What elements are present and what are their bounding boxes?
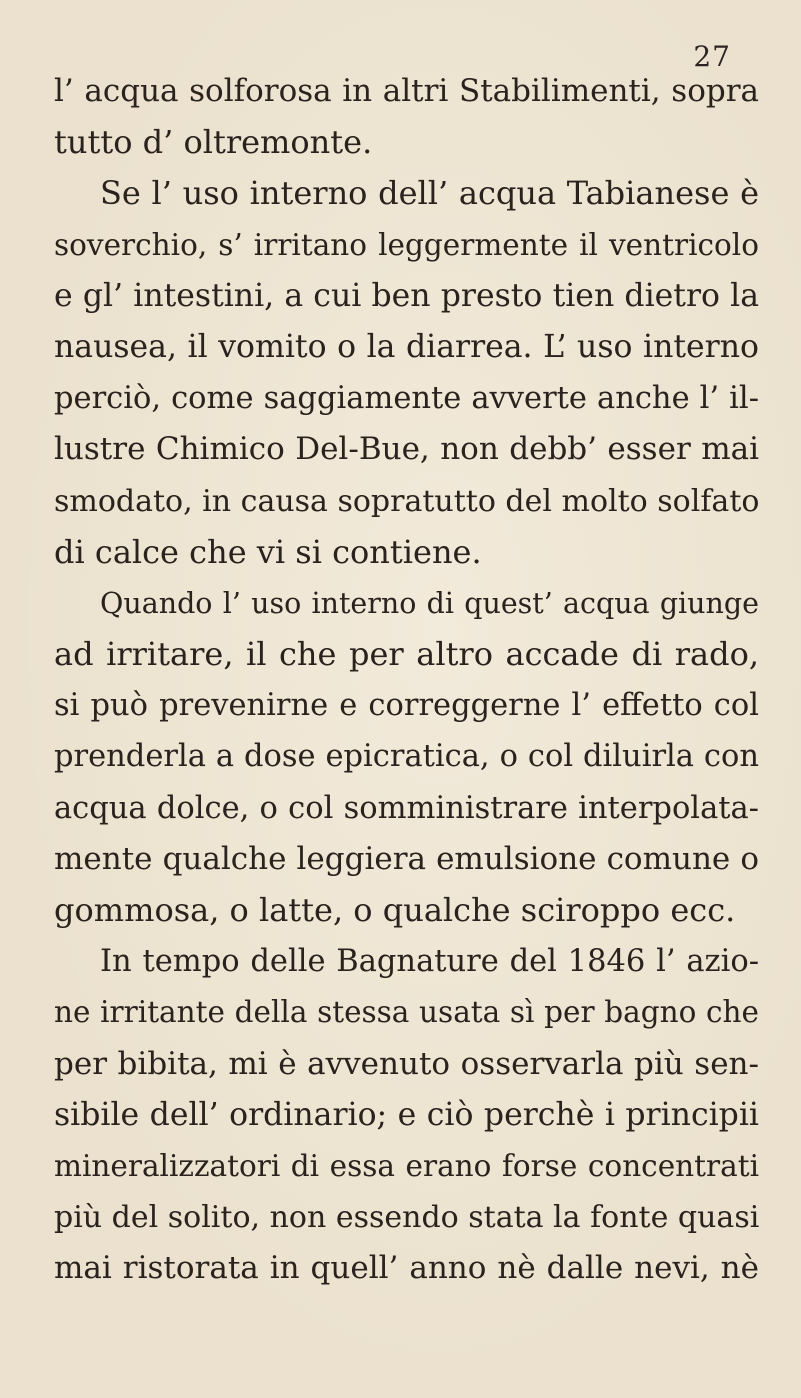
text-line: ad irritare, il che per altro accade di rado, <box>54 635 759 674</box>
text-line: di calce che vi si contiene. <box>54 532 482 571</box>
text-line: smodato, in causa sopratutto del molto solfato <box>54 483 760 519</box>
text-line: mente qualche leggiera emulsione comune o <box>54 840 759 877</box>
text-line: nausea, il vomito o la diarrea. L’ uso interno <box>54 328 759 365</box>
text-line: per bibita, mi è avvenuto osservarla più sen- <box>54 1045 759 1082</box>
text-line: Quando l’ uso interno di quest’ acqua giunge <box>100 586 759 620</box>
text-line: sibile dell’ ordinario; e ciò perchè i principii <box>54 1096 759 1133</box>
page-number: 27 <box>693 40 731 73</box>
text-line: più del solito, non essendo stata la fonte quasi <box>54 1200 760 1236</box>
text-line: mineralizzatori di essa erano forse concentrati <box>54 1148 759 1183</box>
text-line: e gl’ intestini, a cui ben presto tien dietro la <box>54 277 759 314</box>
text-line: Se l’ uso interno dell’ acqua Tabianese è <box>100 174 759 213</box>
body-text <box>54 66 759 1295</box>
text-line: ne irritante della stessa usata sì per bagno che <box>54 995 759 1030</box>
text-line: soverchio, s’ irritano leggermente il ventricolo <box>54 227 759 262</box>
text-line: perciò, come saggiamente avverte anche l’ il- <box>54 381 759 417</box>
text-line: l’ acqua solforosa in altri Stabilimenti, sopra <box>54 73 759 109</box>
text-line: prenderla a dose epicratica, o col diluirla con <box>54 739 759 775</box>
text-line: gommosa, o latte, o qualche sciroppo ecc. <box>54 891 736 929</box>
text-line: tutto d’ oltremonte. <box>54 123 373 162</box>
text-line: In tempo delle Bagnature del 1846 l’ azio- <box>100 944 759 980</box>
text-line: mai ristorata in quell’ anno nè dalle nevi, nè <box>54 1250 759 1287</box>
text-line: lustre Chimico Del-Bue, non debb’ esser mai <box>54 431 759 468</box>
text-line: acqua dolce, o col somministrare interpolata- <box>54 790 759 826</box>
text-line: si può prevenirne e correggerne l’ effetto col <box>54 688 759 724</box>
